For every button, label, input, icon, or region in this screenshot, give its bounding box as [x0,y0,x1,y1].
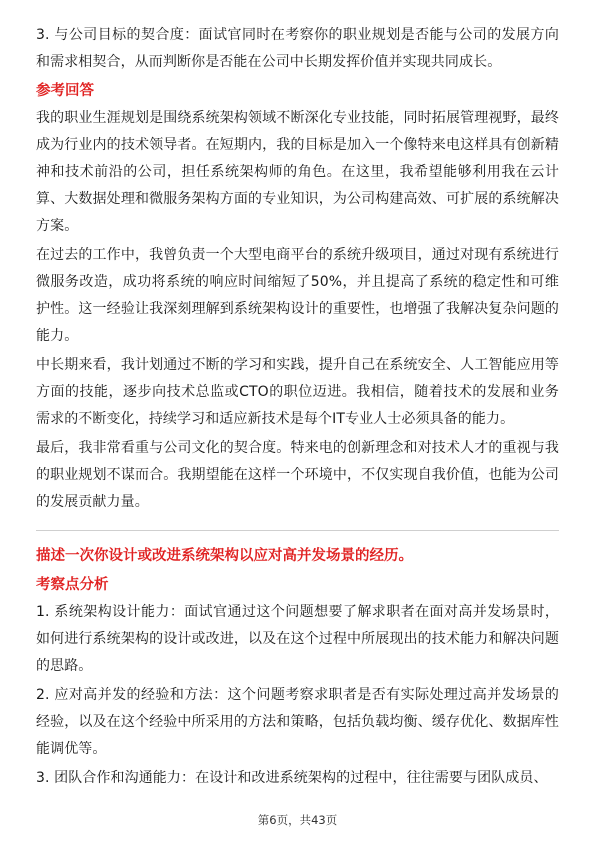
answer-paragraph-2: 在过去的工作中，我曾负责一个大型电商平台的系统升级项目，通过对现有系统进行微服务改造，成功将系统的响应时间缩短了50%，并且提高了系统的稳定性和可维护性。这一经验让我深刻理解到系统架构设计的重要性，也增强了我解决复杂问题的能力。 [36,247,559,344]
answer-paragraph-4: 最后，我非常看重与公司文化的契合度。特来电的创新理念和对技术人才的重视与我的职业规划不谋而合。我期望能在这样一个环境中，不仅实现自我价值，也能为公司的发展贡献力量。 [36,440,559,510]
analysis-item-3: 3. 团队合作和沟通能力：在设计和改进系统架构的过程中，往往需要与团队成员、 [36,770,548,786]
question-heading: 描述一次你设计或改进系统架构以应对高并发场景的经历。 [36,548,413,564]
section-divider [36,530,559,531]
analysis-item-1: 1. 系统架构设计能力：面试官通过这个问题想要了解求职者在面对高并发场景时，如何进行系统架构的设计或改进，以及在这个过程中所展现出的技术能力和解决问题的思路。 [36,604,559,674]
criterion-item-3: 3. 与公司目标的契合度：面试官同时在考察你的职业规划是否能与公司的发展方向和需求相契合，从而判断你是否能在公司中长期发挥价值并实现共同成长。 [36,27,559,70]
answer-heading: 参考回答 [36,83,94,99]
analysis-item-2: 2. 应对高并发的经验和方法：这个问题考察求职者是否有实际处理过高并发场景的经验，以及在这个经验中所采用的方法和策略，包括负载均衡、缓存优化、数据库性能调优等。 [36,687,559,757]
answer-paragraph-3: 中长期来看，我计划通过不断的学习和实践，提升自己在系统安全、人工智能应用等方面的技能，逐步向技术总监或CTO的职位迈进。我相信，随着技术的发展和业务需求的不断变化，持续学习和适应新技术是每个IT专业人士必须具备的能力。 [36,357,559,427]
page-number: 第6页，共43页 [257,813,338,827]
answer-paragraph-1: 我的职业生涯规划是围绕系统架构领域不断深化专业技能，同时拓展管理视野，最终成为行业内的技术领导者。在短期内，我的目标是加入一个像特来电这样具有创新精神和技术前沿的公司，担任系统架构师的角色。在这里，我希望能够利用我在云计算、大数据处理和微服务架构方面的专业知识，为公司构建高效、可扩展的系统解决方案。 [36,110,559,234]
analysis-heading: 考察点分析 [36,577,109,593]
